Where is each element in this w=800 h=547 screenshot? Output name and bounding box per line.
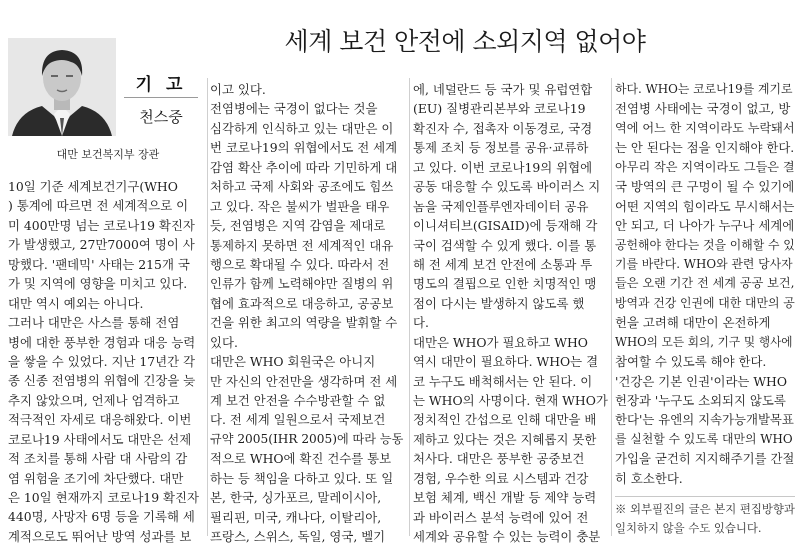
text-line: 가입을 굳건히 지지해주기를 간절 xyxy=(615,451,795,467)
footnote-line: 일치하지 않을 수도 있습니다. xyxy=(615,521,762,535)
text-line: 헌장과 '누구도 소외되지 않도록 xyxy=(615,393,786,408)
text-line: 필리핀, 미국, 캐나다, 이탈리아, xyxy=(210,509,382,525)
text-line: 히 호소한다. xyxy=(615,470,683,486)
text-line: 병에 대한 풍부한 경험과 대응 능력 xyxy=(8,334,196,350)
text-line: 10일 기준 세계보건기구(WHO xyxy=(8,179,178,194)
text-line: 처하고 국제 사회와 공조에도 힘쓰 xyxy=(210,179,394,195)
text-line: 참여할 수 있도록 해야 한다. xyxy=(615,354,767,370)
text-line: 처사다. 대만은 풍부한 공중보건 xyxy=(413,451,585,467)
text-line: 통제하지 못하면 전 세계적인 대유 xyxy=(210,237,394,253)
text-line: 종 신종 전염병의 위협에 긴장을 늦 xyxy=(8,373,196,389)
text-line: 듯, 전염병은 지역 감염을 제대로 xyxy=(210,218,386,234)
text-line: 코 누구도 배척해서는 안 된다. 이 xyxy=(413,373,593,389)
text-line: 점이 다시는 발생하지 않도록 했 xyxy=(413,295,585,311)
text-line: 가 및 지역에 영향을 미치고 있다. xyxy=(8,276,188,292)
author-divider xyxy=(124,97,198,98)
text-line: 미 400만명 넘는 코로나19 확진자 xyxy=(8,217,195,233)
text-line: 적으로 WHO에 확진 건수를 통보 xyxy=(210,451,392,467)
text-line: 놈을 국제인플루엔자데이터 공유 xyxy=(413,198,589,214)
text-line: 아무리 작은 지역이라도 그들은 결 xyxy=(615,159,795,174)
text-line: 번 코로나19의 위협에서도 전 세계 xyxy=(210,140,398,156)
footnote-divider xyxy=(615,496,795,497)
text-line: (EU) 질병관리본부와 코로나19 xyxy=(413,101,586,117)
footnote xyxy=(615,500,795,538)
text-line: 세계와 공유할 수 있는 능력이 충분 xyxy=(413,529,601,545)
text-line: 보험 체계, 백신 개발 등 제약 능력 xyxy=(413,490,597,506)
article-column-1 xyxy=(8,177,204,546)
text-line: 본, 한국, 싱가포르, 말레이시아, xyxy=(210,490,382,506)
text-line: 명도의 결핍으로 인한 치명적인 맹 xyxy=(413,276,597,292)
author-title: 대만 보건복지부 장관 xyxy=(56,148,160,161)
text-line: 규약 2005(IHR 2005)에 따라 능동 xyxy=(210,431,404,446)
text-line: 적 조치를 통해 사람 대 사람의 감 xyxy=(8,451,188,467)
text-line: 염 위험을 조기에 차단했다. 대만 xyxy=(8,470,184,486)
text-line: 하다. WHO는 코로나19를 계기로 xyxy=(615,82,793,96)
footnote-line: ※ 외부필진의 글은 본지 편집방향과 xyxy=(615,502,795,516)
text-line: 감염 확산 추이에 따라 기민하게 대 xyxy=(210,159,398,175)
text-line: 은 10일 현재까지 코로나19 확진자 xyxy=(8,490,199,505)
text-line: 가 발생했고, 27만7000여 명이 사 xyxy=(8,237,195,253)
text-line: 다. 전 세계 일원으로서 국제보건 xyxy=(210,412,386,428)
text-line: 과 바이러스 분석 능력에 있어 전 xyxy=(413,509,589,525)
text-line: ) 통계에 따르면 전 세계적으로 이 xyxy=(8,198,189,214)
text-line: 헌을 고려해 대만이 온전하게 xyxy=(615,315,771,331)
article-column-3 xyxy=(413,80,609,547)
text-line: 대만은 WHO 회원국은 아니지 xyxy=(210,354,376,370)
text-line: 코로나19 사태에서도 대만은 선제 xyxy=(8,431,192,447)
text-line: 고 있다. 작은 불씨가 벌판을 태우 xyxy=(210,198,390,214)
text-line: 망했다. '팬데믹' 사태는 215개 국 xyxy=(8,256,190,272)
article-column-2 xyxy=(210,80,406,547)
text-line: 안 되고, 더 나아가 누구나 세계에 xyxy=(615,218,795,234)
text-line: 해 전 세계 보건 안전에 소통과 투 xyxy=(413,256,593,272)
text-line: 는 WHO의 사명이다. 현재 WHO가 xyxy=(413,393,608,408)
text-line: 그러나 대만은 사스를 통해 전염 xyxy=(8,315,180,331)
text-line: 만 자신의 안전만을 생각하며 전 세 xyxy=(210,373,398,389)
text-line: 고 있다. 이번 코로나19의 위협에 xyxy=(413,159,593,175)
text-line: 경험, 우수한 의료 시스템과 건강 xyxy=(413,470,589,486)
section-label: 기 고 xyxy=(135,75,187,95)
author-portrait-image xyxy=(8,38,116,136)
text-line: WHO의 모든 회의, 기구 및 행사에 xyxy=(615,334,793,349)
text-line: 하는 등 책임을 다하고 있다. 또 일 xyxy=(210,470,394,486)
text-line: 계 보건 안전을 수수방관할 수 없 xyxy=(210,393,386,408)
column-divider xyxy=(207,78,208,536)
text-line: 인류가 함께 노력해야만 질병의 위 xyxy=(210,276,394,292)
text-line: 이고 있다. xyxy=(210,82,266,97)
text-line: 는 안 된다는 점을 인지해야 한다. xyxy=(615,140,795,156)
text-line: 심각하게 인식하고 있는 대만은 이 xyxy=(210,120,394,136)
column-divider xyxy=(409,78,410,536)
text-line: 행으로 확대될 수 있다. 따라서 전 xyxy=(210,256,390,272)
text-line: 국 방역의 큰 구멍이 될 수 있기에 xyxy=(615,179,795,195)
text-line: 프랑스, 스위스, 독일, 영국, 벨기 xyxy=(210,529,386,545)
text-line: 다. xyxy=(413,315,429,331)
text-line: 계적으로도 뛰어난 방역 성과를 보 xyxy=(8,528,192,544)
text-line: '건강은 기본 인권'이라는 WHO xyxy=(615,373,788,389)
text-line: 협에 효과적으로 대응하고, 공공보 xyxy=(210,295,394,311)
column-divider xyxy=(611,78,612,536)
text-line: 역에 어느 한 지역이라도 누락돼서 xyxy=(615,120,795,135)
text-line: 어떤 지역의 힘이라도 무시해서는 xyxy=(615,198,795,214)
text-line: 전염병에는 국경이 없다는 것을 xyxy=(210,101,378,117)
text-line: 440명, 사망자 6명 등을 기록해 세 xyxy=(8,509,195,525)
text-line: 제하고 있다는 것은 지혜롭지 못한 xyxy=(413,431,597,447)
text-line: 을 쌓을 수 있었다. 지난 17년간 각 xyxy=(8,353,195,369)
text-line: 적극적인 자세로 대응해왔다. 이번 xyxy=(8,412,192,428)
text-line: 를 실천할 수 있도록 대만의 WHO xyxy=(615,431,793,446)
author-name: 천스중 xyxy=(139,108,183,126)
text-line: 추지 않았으며, 언제나 엄격하고 xyxy=(8,392,180,408)
text-line: 공헌해야 한다는 것을 이해할 수 있 xyxy=(615,237,795,252)
text-line: 전염병 사태에는 국경이 없고, 방 xyxy=(615,101,791,117)
text-line: 확진자 수, 접촉자 이동경로, 국경 xyxy=(413,120,593,136)
author-photo xyxy=(8,38,116,136)
text-line: 정치적인 간섭으로 인해 대만을 배 xyxy=(413,412,597,428)
text-line: 대만은 WHO가 필요하고 WHO xyxy=(413,334,588,350)
text-line: 들은 오랜 기간 전 세계 공공 보건, xyxy=(615,276,795,291)
text-line: 공동 대응할 수 있도록 바이러스 지 xyxy=(413,179,601,195)
text-line: 대만 역시 예외는 아니다. xyxy=(8,295,144,311)
headline: 세계 보건 안전에 소외지역 없어야 xyxy=(284,27,646,56)
article-column-4 xyxy=(615,80,795,488)
text-line: 역시 대만이 필요하다. WHO는 결 xyxy=(413,354,599,370)
text-line: 건을 위한 최고의 역량을 발휘할 수 xyxy=(210,315,398,331)
text-line: 에, 네덜란드 등 국가 및 유럽연합 xyxy=(413,82,593,97)
text-line: 국이 검색할 수 있게 했다. 이를 통 xyxy=(413,237,597,253)
text-line: 기를 바란다. WHO와 관련 당사자 xyxy=(615,256,793,271)
text-line: 통제 조치 등 정보를 공유·교류하 xyxy=(413,140,589,156)
text-line: 있다. xyxy=(210,334,238,350)
text-line: 한다'는 유엔의 지속가능개발목표 xyxy=(615,412,794,428)
text-line: 이니셔티브(GISAID)에 등재해 각 xyxy=(413,218,598,234)
text-line: 방역과 건강 인권에 대한 대만의 공 xyxy=(615,295,795,310)
